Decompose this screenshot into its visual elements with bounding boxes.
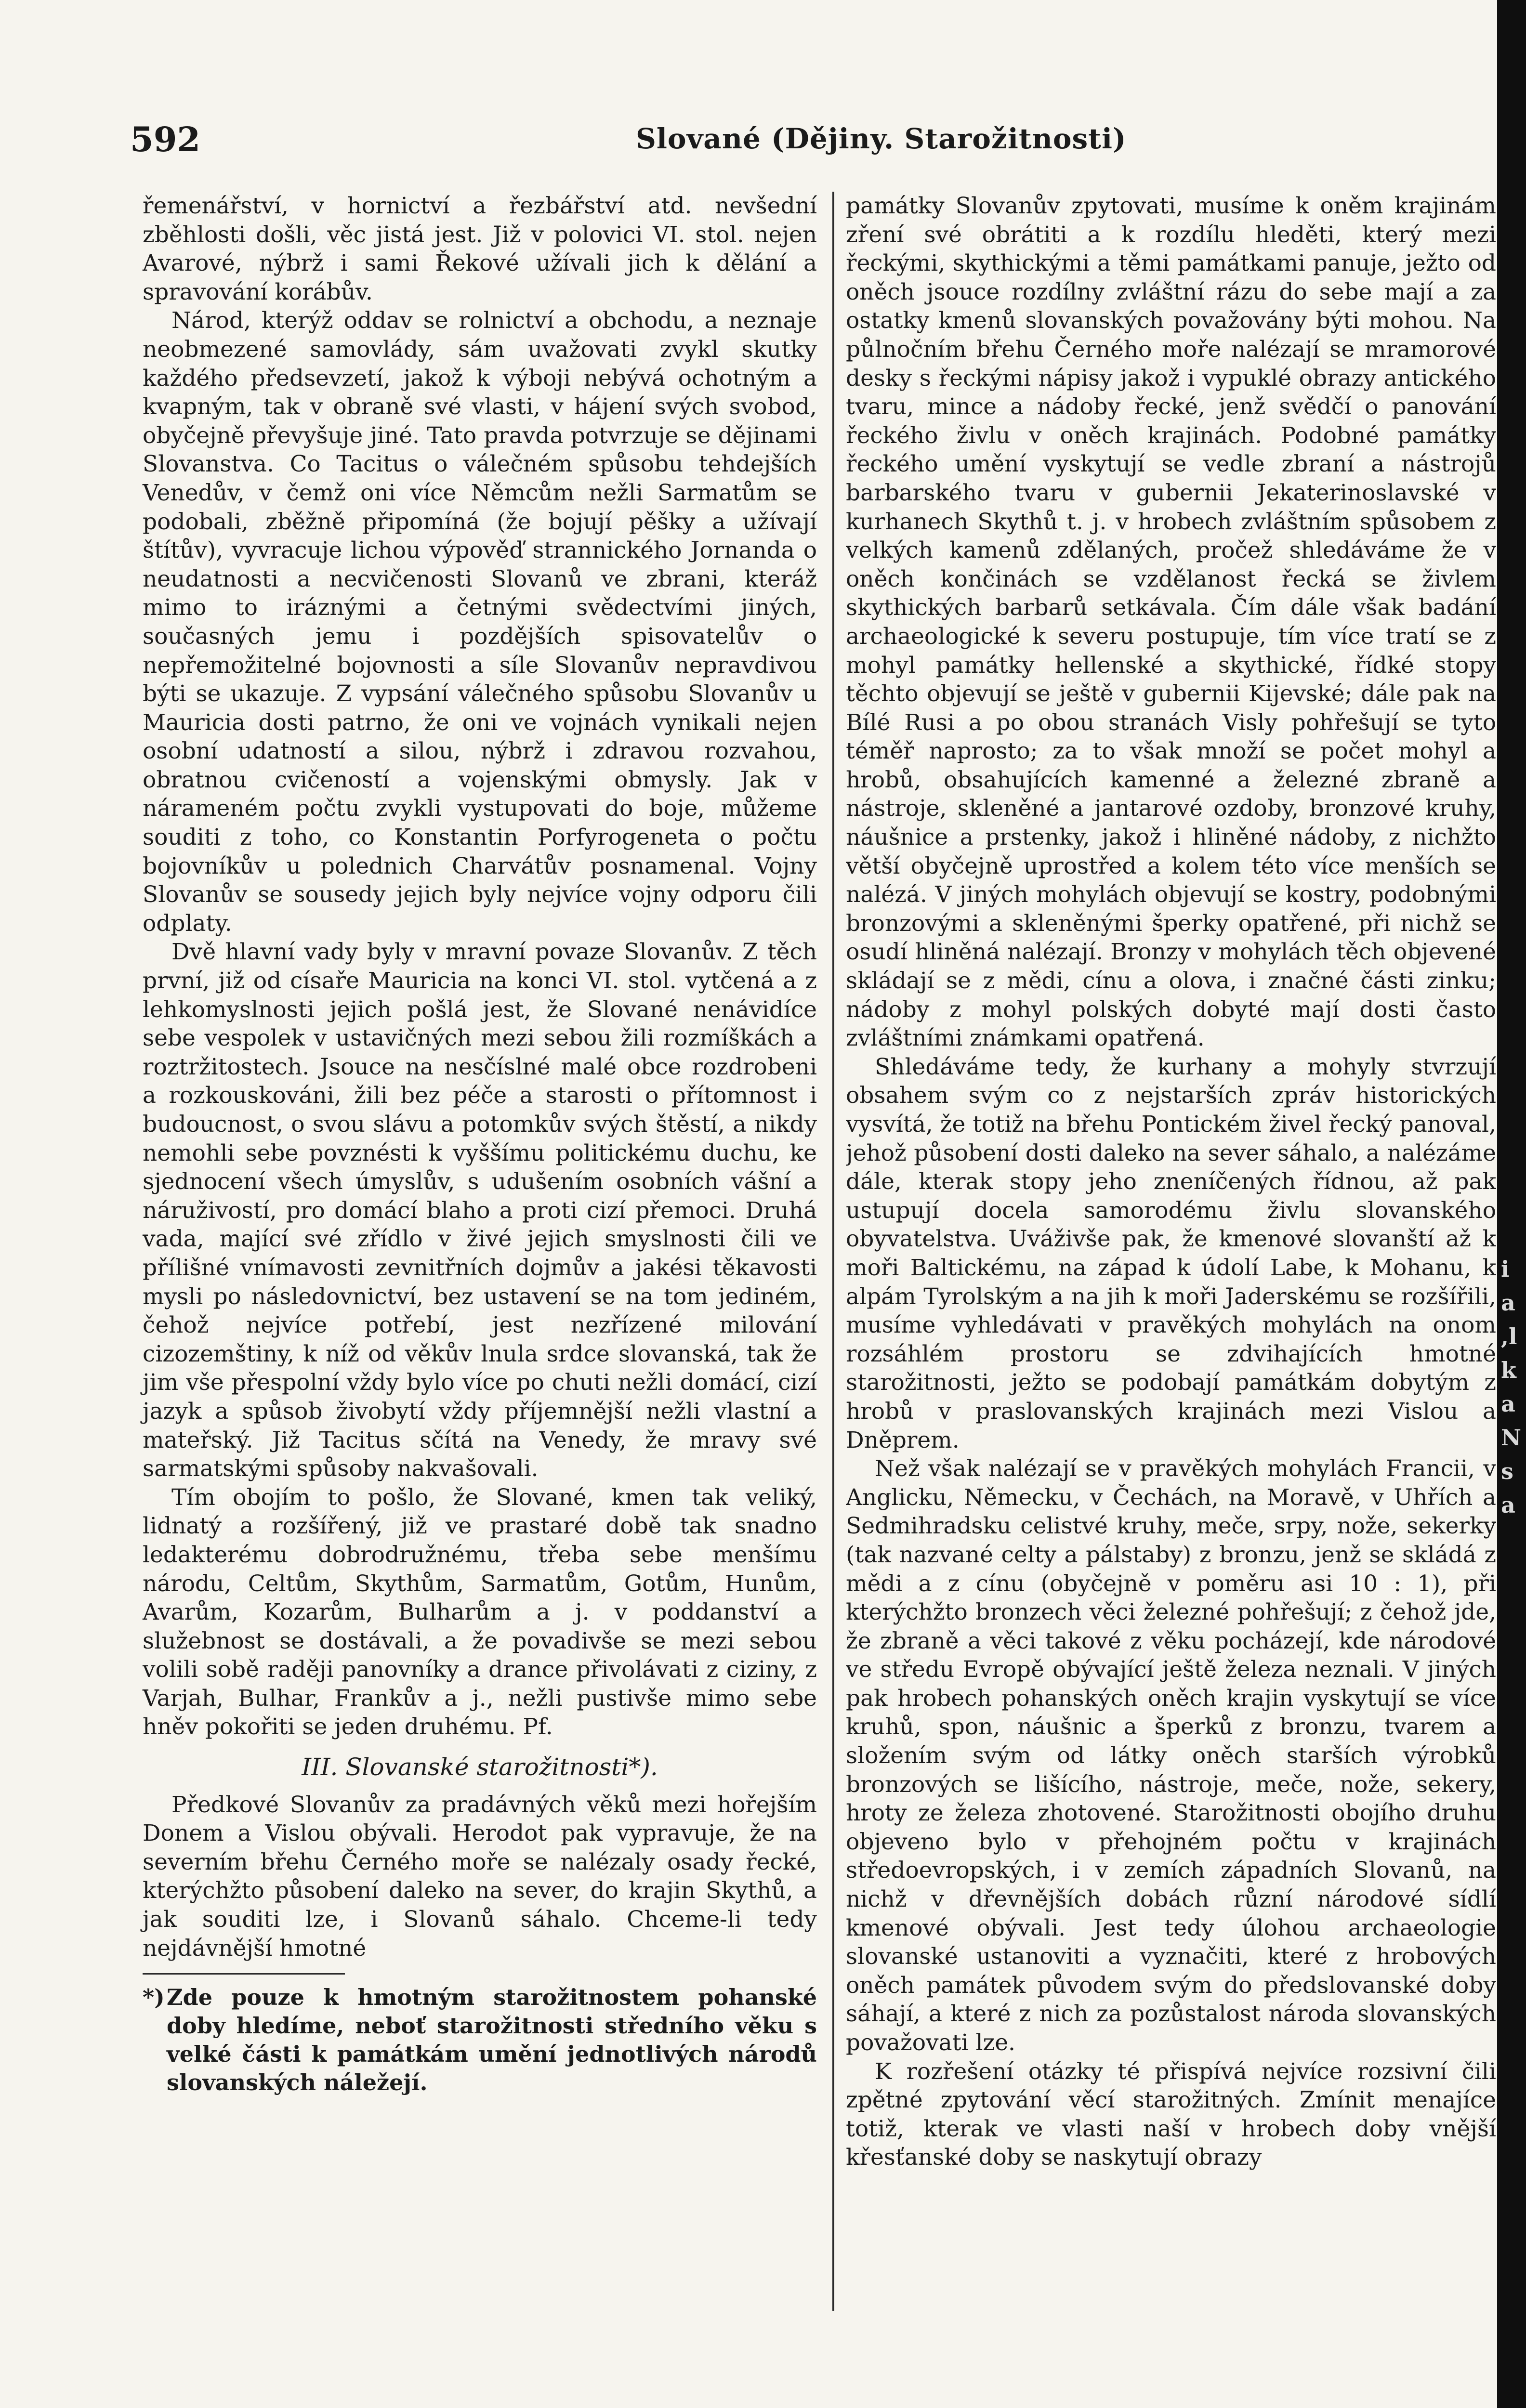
right-column: [846, 192, 1496, 2172]
footnote: [143, 1983, 817, 2097]
paragraph: K rozřešení otázky té přispívá nejvíce rozsivní čili zpětné zpytování věcí starožitných. Zmínit menajíce totiž, kterak ve vlasti naší v hrobech doby vnější křesťanské doby se naskytují obrazy: [846, 2058, 1496, 2171]
paragraph: Národ, kterýž oddav se rolnictví a obchodu, a neznaje neobmezené samovlády, sám uvažovati zvykl skutky každého předsevzetí, jakož k výboji nebývá ochotným a kvapným, tak v obraně své vlasti, v hájení svých svobod, obyčejně převyšuje jiné. Tato pravda potvrzuje se dějinami Slovanstva. Co Tacitus o válečném spůsobu tehdejších Venedův, v čemž oni více Němcům nežli Sarmatům se podobali, zběžně připomíná (že bojují pěšky a užívají štítův), vyvracuje lichou výpověď strannického Jornanda o neudatnosti a necvičenosti Slovanů ve zbrani, kteráž mimo to iráznými a četnými svědectvími jiných, současných jemu i pozdějších spisovatelův o nepřemožitelné bojovnosti a síle Slovanův nepravdivou býti se ukazuje. Z vypsání válečného spůsobu Slovanův u Mauricia dosti patrno, že oni ve vojnách vynikali nejen osobní udatností a silou, nýbrž i zdravou rozvahou, obratnou cvičeností a vojenskými obmysly. Jak v nárameném počtu zvykli vystupovati do boje, můžeme souditi z toho, co Konstantin Porfyrogeneta o počtu bojovníkův u polednich Charvátův posnamenal. Vojny Slovanův se sousedy jejich byly nejvíce vojny odporu čili odplaty.: [143, 307, 817, 937]
column-divider: [832, 192, 834, 2311]
footnote-divider: [143, 1973, 345, 1975]
paragraph: řemenářství, v hornictví a řezbářství atd. nevšední zběhlosti došli, věc jistá jest. Již v polovici VI. stol. nejen Avarové, nýbrž i sami Řekové užívali jich k dělání a spravování korábův.: [143, 193, 817, 305]
section-title: III. Slovanské starožitnosti*).: [302, 1753, 658, 1781]
next-page-edge: [1497, 0, 1526, 2408]
next-page-edge-text: ia,lkaNsa: [1501, 1256, 1522, 1518]
footnote-text: Zde pouze k hmotným starožitnostem pohanské doby hledíme, neboť starožitnosti středního věku s velké části k památkám umění jednotlivých národů slovanských náležejí.: [167, 1984, 817, 2096]
running-head: [130, 119, 1493, 172]
paragraph: Předkové Slovanův za pradávných věků mezi hořejším Donem a Vislou obývali. Herodot pak vypravuje, že na severním břehu Černého moře se nalézaly osady řecké, kterýchžto působení daleko na sever, do krajin Skythů, a jak souditi lze, i Slovanů sáhalo. Chceme-li tedy nejdávnější hmotné: [143, 1791, 817, 1962]
footnote-mark: *): [143, 1984, 165, 2011]
paragraph: Dvě hlavní vady byly v mravní povaze Slovanův. Z těch první, již od císaře Mauricia na konci VI. stol. vytčená a z lehkomyslnosti jejich pošlá jest, že Slované nenávidíce sebe vespolek v ustavičných mezi sebou žili rozmíškách a roztržitostech. Jsouce na nesčíslné malé obce rozdrobeni a rozkouskováni, žili bez péče a starosti o přítomnost i budoucnost, o svou slávu a potomkův svých štěstí, a nikdy nemohli sebe povznésti k vyššímu politickému duchu, ke sjednocení všech úmyslův, s udušením osobních vášní a náruživostí, pro domácí blaho a proti cizí přemoci. Druhá vada, mající své zřídlo v živé jejich smyslnosti čili ve přílišné vnímavosti zevnitřních dojmův a jakési těkavosti mysli po následovnictví, bez ustavení se na tom jediném, čehož nejvíce potřebí, jest nezřízené milování cizozemštiny, k níž od věkův lnula srdce slovanská, tak že jim vše přespolní vždy bylo více po chuti nežli domácí, cizí jazyk a spůsob živobytí vždy příjemnější nežli vlastní a mateřský. Již Tacitus sčítá na Venedy, že mravy své sarmatskými spůsoby nakvašovali.: [143, 939, 817, 1482]
left-column: [143, 192, 817, 2097]
paragraph: Než však nalézají se v pravěkých mohylách Francii, v Anglicku, Německu, v Čechách, na Moravě, v Uhřích a Sedmihradsku celistvé kruhy, meče, srpy, nože, sekerky (tak nazvané celty a pálstaby) z bronzu, jenž se skládá z mědi a z cínu (obyčejně v poměru asi 10 : 1), při kterýchžto bronzech věci železné pohřešují; z čehož jde, že zbraně a věci takové z věku pocházejí, kde národové ve středu Evropě obývající ještě železa neznali. V jiných pak hrobech pohanských oněch krajin vyskytují se více kruhů, spon, náušnic a šperků z bronzu, tvarem a složením svým od látky oněch starších výrobků bronzových se lišícího, nástroje, meče, nože, sekery, hroty ze železa zhotovené. Starožitnosti obojího druhu objeveno bylo v přehojném počtu v krajinách středoevropských, i v zemích západních Slovanů, na nichž v dřevnějších dobách různí národové sídlí kmenové obývali. Jest tedy úlohou archaeologie slovanské ustanoviti a vyznačiti, které z hrobových oněch památek původem svým do předslovanské doby sáhají, a které z nich za pozůstalost národa slovanských považovati lze.: [846, 1455, 1496, 2056]
page-number: 592: [130, 119, 201, 159]
paragraph: Tím obojím to pošlo, že Slované, kmen tak veliký, lidnatý a rozšířený, již ve prastaré době tak snadno ledakterému dobrodružnému, třeba sebe menšímu národu, Celtům, Skythům, Sarmatům, Gotům, Hunům, Avarům, Kozarům, Bulharům a j. v poddanství a služebnost se dostávali, a že povadivše se mezi sebou volili sobě raději panovníky a drance přivolávati z ciziny, z Varjah, Bulhar, Frankův a j., nežli pustivše mimo sebe hněv pokořiti se jeden druhému. Pf.: [143, 1484, 817, 1741]
running-head-title: Slované (Dějiny. Starožitnosti): [636, 122, 1127, 155]
paragraph: Shledáváme tedy, že kurhany a mohyly stvrzují obsahem svým co z nejstarších zpráv historických vysvítá, že totiž na břehu Pontickém živel řecký panoval, jehož působení dosti daleko na sever sáhalo, a nalézáme dále, kterak stopy jeho zneníčených řídnou, až pak ustupují docela samorodému živlu slovanského obyvatelstva. Uváživše pak, že kmenové slovanští až k moři Baltickému, na západ k údolí Labe, k Mohanu, k alpám Tyrolským a na jih k moři Jaderskému se rozšířili, musíme vyhledávati v pravěkých mohylách na onom rozsáhlém prostoru se zdvihajících hmotné starožitnosti, ježto se podobají památkám dobytým z hrobů v praslovanských krajinách mezi Vislou a Dněprem.: [846, 1053, 1496, 1453]
paragraph: památky Slovanův zpytovati, musíme k oněm krajinám zření své obrátiti a k rozdílu hleděti, který mezi řeckými, skythickými a těmi památkami panuje, ježto od oněch jsouce rozdílny zvláštní rázu do sebe mají a za ostatky kmenů slovanských považovány býti mohou. Na půlnočním břehu Černého moře nalézají se mramorové desky s řeckými nápisy jakož i vypuklé obrazy antického tvaru, mince a nádoby řecké, jenž svědčí o panování řeckého živlu v oněch krajinách. Podobné památky řeckého umění vyskytují se vedle zbraní a nástrojů barbarského tvaru v gubernii Jekaterinoslavské v kurhanech Skythů t. j. v hrobech zvláštním spůsobem z velkých kamenů zdělaných, pročež shledáváme že v oněch končinách se vzdělanost řecká se živlem skythických barbarů setkávala. Čím dále však badání archaeologické k severu postupuje, tím více tratí se z mohyl památky hellenské a skythické, řídké stopy těchto objevují se ještě v gubernii Kijevské; dále pak na Bílé Rusi a po obou stranách Visly pohřešují se tyto téměř naprosto; za to však množí se počet mohyl a hrobů, obsahujících kamenné a železné zbraně a nástroje, skleněné a jantarové ozdoby, bronzové kruhy, náušnice a prstenky, jakož i hliněné nádoby, z nichžto větší obyčejně uprostřed a kolem této více menších se nalézá. V jiných mohylách objevují se kostry, podobnými bronzovými a skleněnými šperky opatřené, při nichž se osudí hliněná nalézají. Bronzy v mohylách těch objevené skládají se z mědi, cínu a olova, i značné části zinku; nádoby z mohyl polských dobyté mají dosti často zvláštními známkami opatřená.: [846, 193, 1496, 1052]
